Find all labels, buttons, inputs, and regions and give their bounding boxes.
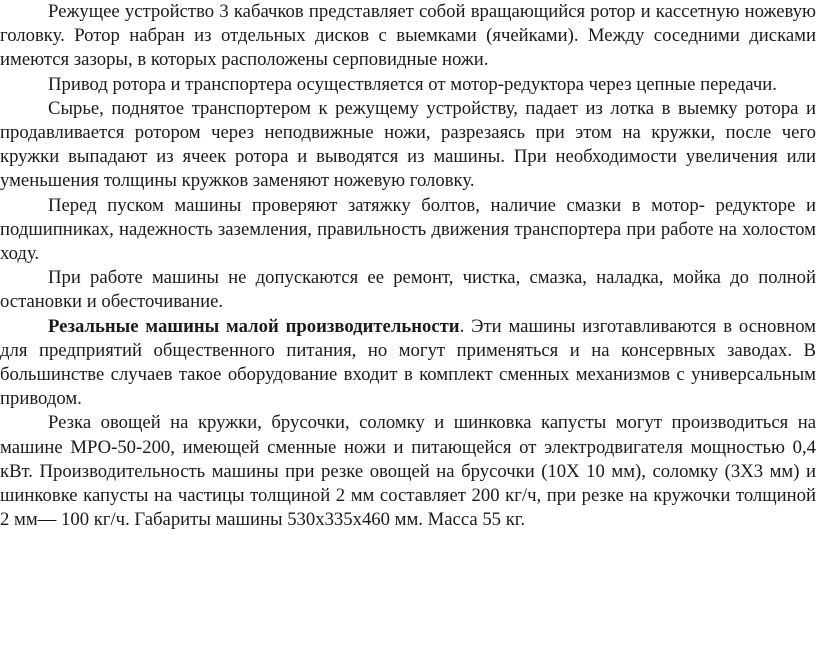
paragraph-drive: Привод ротора и транспортера осуществляется от мотор-редуктора через цепные передачи.: [48, 73, 777, 95]
paragraph-mro-machine: Резка овощей на кружки, брусочки, соломку и шинковка капусты могут производиться на машине МРО-50-200, имеющей сменные ножи и питающейся от электродвигателя мощностью 0,4 кВт. Производительность машины при резке овощей на брусочки (10Х 10 мм), соломку (3Х3 мм) и шинковке капусты на частицы толщиной 2 мм составляет 200 кг/ч, при резке на кружочки толщиной 2 мм— 100 кг/ч. Габариты машины 530х335х460 мм. Масса 55 кг.: [0, 412, 816, 531]
paragraph-raw-material: Сырье, поднятое транспортером к режущему устройству, падает из лотка в выемку ротора и продавливается ротором через неподвижные ножи, разрезаясь при этом на кружки, после чего кружки выпадают из ячеек ротора и выводятся из машины. При необходимости увеличения или уменьшения толщины кружков заменяют ножевую головку.: [0, 97, 816, 192]
paragraph-low-capacity-machines: [0, 315, 816, 412]
paragraph-cutting-device: Режущее устройство 3 кабачков представляет собой вращающийся ротор и кассетную ножевую головку. Ротор набран из отдельных дисков с выемками (ячейками). Между соседними дисками имеются зазоры, в которых расположены серповидные ножи.: [0, 1, 816, 71]
paragraph-safety: При работе машины не допускаются ее ремонт, чистка, смазка, наладка, мойка до полной остановки и обесточивание.: [0, 267, 816, 313]
section-heading-bold: Резальные машины малой производительности: [48, 315, 460, 337]
paragraph-pre-start-check: Перед пуском машины проверяют затяжку болтов, наличие смазки в мотор- редукторе и подшипниках, надежность заземления, правильность движения транспортера при работе на холостом ходу.: [0, 194, 816, 265]
paragraph-low-capacity-text: . Эти машины изготавливаются в основном для предприятий общественного питания, но могут применяться и на консервных заводах. В большинстве случаев такое оборудование входит в комплект сменных механизмов с универсальным приводом.: [0, 315, 816, 410]
